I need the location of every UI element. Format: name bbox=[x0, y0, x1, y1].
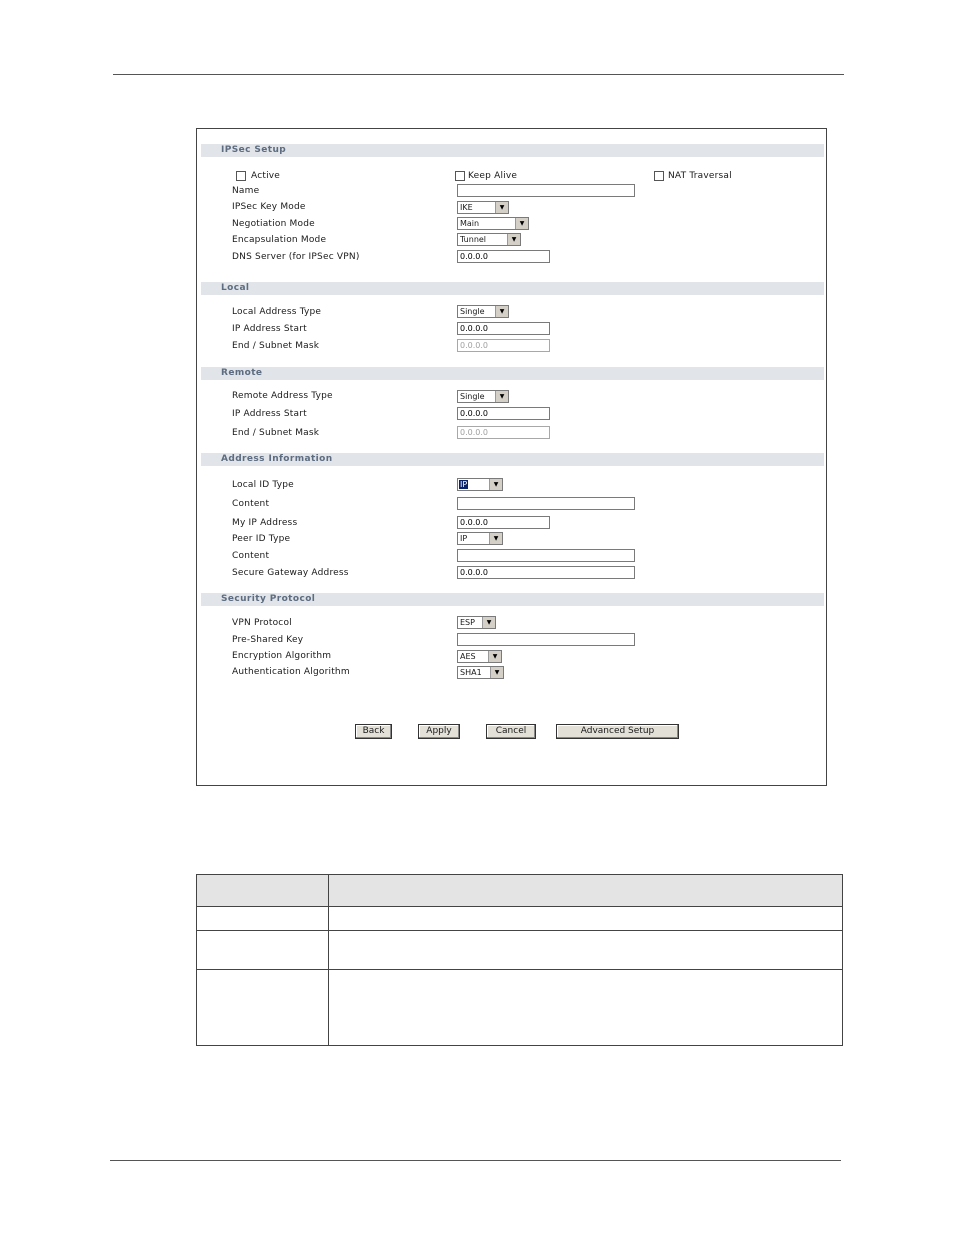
chevron-down-icon: ▼ bbox=[495, 202, 508, 213]
chevron-down-icon: ▼ bbox=[489, 533, 502, 544]
local-end-mask-input[interactable]: 0.0.0.0 bbox=[457, 339, 550, 352]
chevron-down-icon: ▼ bbox=[490, 667, 503, 678]
nat-traversal-checkbox[interactable] bbox=[654, 171, 664, 181]
local-id-type-value: IP bbox=[460, 480, 468, 489]
section-title: Local bbox=[221, 283, 250, 293]
local-id-type-label: Local ID Type bbox=[232, 480, 294, 490]
advanced-setup-button[interactable]: Advanced Setup bbox=[556, 724, 679, 739]
apply-button[interactable]: Apply bbox=[418, 724, 460, 739]
local-ip-start-label: IP Address Start bbox=[232, 324, 307, 334]
local-end-mask-label: End / Subnet Mask bbox=[232, 341, 320, 351]
cancel-button[interactable]: Cancel bbox=[486, 724, 536, 739]
chevron-down-icon: ▼ bbox=[495, 306, 508, 317]
chevron-down-icon: ▼ bbox=[495, 391, 508, 402]
dns-server-input[interactable]: 0.0.0.0 bbox=[457, 250, 550, 263]
chevron-down-icon: ▼ bbox=[482, 617, 495, 628]
section-header-local bbox=[201, 282, 824, 295]
vpn-protocol-label: VPN Protocol bbox=[232, 618, 292, 628]
active-checkbox[interactable] bbox=[236, 171, 246, 181]
psk-input[interactable] bbox=[457, 633, 635, 646]
encryption-algorithm-value: AES bbox=[460, 652, 476, 661]
local-address-type-label: Local Address Type bbox=[232, 307, 322, 317]
table-row bbox=[197, 970, 843, 1046]
encapsulation-mode-label: Encapsulation Mode bbox=[232, 235, 327, 245]
secure-gateway-input[interactable]: 0.0.0.0 bbox=[457, 566, 635, 579]
section-header-remote bbox=[201, 367, 824, 380]
chevron-down-icon: ▼ bbox=[488, 651, 501, 662]
encryption-algorithm-label: Encryption Algorithm bbox=[232, 651, 332, 661]
peer-content-label: Content bbox=[232, 551, 270, 561]
table-cell bbox=[329, 907, 843, 931]
vpn-protocol-value: ESP bbox=[460, 618, 475, 627]
active-label: Active bbox=[251, 171, 281, 181]
my-ip-label: My IP Address bbox=[232, 518, 298, 528]
section-title: Remote bbox=[221, 368, 263, 378]
negotiation-mode-select[interactable] bbox=[457, 217, 529, 230]
name-label: Name bbox=[232, 186, 260, 196]
peer-id-type-value: IP bbox=[460, 534, 468, 543]
remote-end-mask-label: End / Subnet Mask bbox=[232, 428, 320, 438]
secure-gateway-label: Secure Gateway Address bbox=[232, 568, 349, 578]
table-header-description bbox=[329, 875, 843, 907]
remote-address-type-label: Remote Address Type bbox=[232, 391, 333, 401]
encapsulation-mode-value: Tunnel bbox=[460, 235, 487, 244]
my-ip-input[interactable]: 0.0.0.0 bbox=[457, 516, 550, 529]
peer-id-type-label: Peer ID Type bbox=[232, 534, 291, 544]
remote-ip-start-input[interactable]: 0.0.0.0 bbox=[457, 407, 550, 420]
chevron-down-icon: ▼ bbox=[515, 218, 528, 229]
section-title: Address Information bbox=[221, 454, 333, 464]
table-cell bbox=[197, 931, 329, 970]
keep-alive-label: Keep Alive bbox=[468, 171, 518, 181]
chevron-down-icon: ▼ bbox=[507, 234, 520, 245]
nat-traversal-label: NAT Traversal bbox=[668, 171, 732, 181]
remote-end-mask-input[interactable]: 0.0.0.0 bbox=[457, 426, 550, 439]
table-header-label bbox=[197, 875, 329, 907]
key-mode-value: IKE bbox=[460, 203, 473, 212]
header-rule bbox=[113, 74, 844, 75]
authentication-algorithm-value: SHA1 bbox=[460, 668, 482, 677]
section-title: IPSec Setup bbox=[221, 145, 287, 155]
name-input[interactable] bbox=[457, 184, 635, 197]
table-cell bbox=[197, 907, 329, 931]
authentication-algorithm-select[interactable] bbox=[457, 666, 504, 679]
key-mode-label: IPSec Key Mode bbox=[232, 202, 306, 212]
dns-server-label: DNS Server (for IPSec VPN) bbox=[232, 252, 360, 262]
content-input[interactable] bbox=[457, 497, 635, 510]
table-header-row bbox=[197, 875, 843, 907]
negotiation-mode-value: Main bbox=[460, 219, 480, 228]
authentication-algorithm-label: Authentication Algorithm bbox=[232, 667, 350, 677]
peer-id-type-select[interactable] bbox=[457, 532, 503, 545]
encryption-algorithm-select[interactable] bbox=[457, 650, 502, 663]
table-cell bbox=[329, 931, 843, 970]
negotiation-mode-label: Negotiation Mode bbox=[232, 219, 315, 229]
section-header-security-protocol bbox=[201, 593, 824, 606]
encapsulation-mode-select[interactable] bbox=[457, 233, 521, 246]
field-description-table bbox=[196, 874, 843, 1046]
local-address-type-value: Single bbox=[460, 307, 485, 316]
remote-ip-start-label: IP Address Start bbox=[232, 409, 307, 419]
section-header-ipsec-setup bbox=[201, 144, 824, 157]
table-row bbox=[197, 931, 843, 970]
remote-address-type-select[interactable] bbox=[457, 390, 509, 403]
table-cell bbox=[197, 970, 329, 1046]
table-row bbox=[197, 907, 843, 931]
peer-content-input[interactable] bbox=[457, 549, 635, 562]
key-mode-select[interactable] bbox=[457, 201, 509, 214]
section-title: Security Protocol bbox=[221, 594, 316, 604]
section-header-address-info bbox=[201, 453, 824, 466]
content-label: Content bbox=[232, 499, 270, 509]
table-cell bbox=[329, 970, 843, 1046]
local-ip-start-input[interactable]: 0.0.0.0 bbox=[457, 322, 550, 335]
back-button[interactable]: Back bbox=[355, 724, 392, 739]
keep-alive-checkbox[interactable] bbox=[455, 171, 465, 181]
vpn-protocol-select[interactable] bbox=[457, 616, 496, 629]
footer-rule bbox=[110, 1160, 841, 1161]
local-id-type-select[interactable] bbox=[457, 478, 503, 491]
remote-address-type-value: Single bbox=[460, 392, 485, 401]
chevron-down-icon: ▼ bbox=[489, 479, 502, 490]
psk-label: Pre-Shared Key bbox=[232, 635, 304, 645]
ipsec-config-screen bbox=[196, 128, 827, 786]
local-address-type-select[interactable] bbox=[457, 305, 509, 318]
